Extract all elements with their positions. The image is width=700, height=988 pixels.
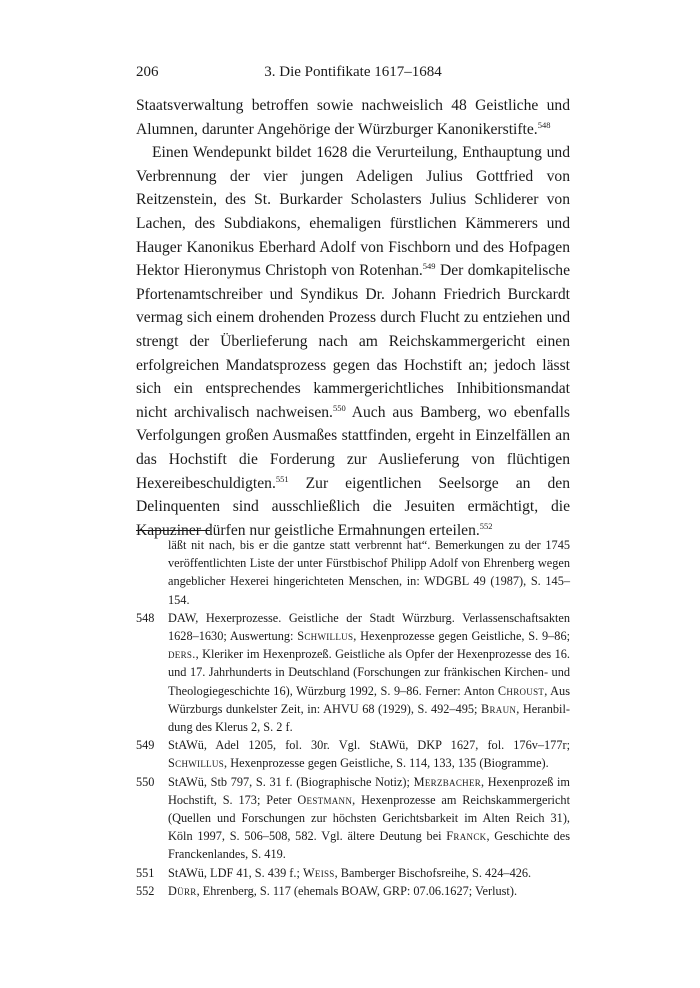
footnote-ref[interactable]: 548 (537, 119, 551, 130)
author-name: Merzbacher (413, 774, 482, 789)
footnote-text: , Aus Würzburgs dunkelster Zeit, in: AHVU 68 (1929), S. 492–495; (168, 683, 570, 716)
footnote-text: , Hexenprozesse gegen Geistliche, S. 114, 133, 135 (Biogramme). (224, 756, 549, 771)
footnote-550 (136, 773, 570, 864)
footnote-ref[interactable]: 552 (479, 520, 493, 531)
footnote-548 (136, 609, 570, 736)
page-header (136, 64, 570, 84)
footnote-text: , Hexenprozesse gegen Geistliche, S. 9–86; (353, 629, 571, 644)
running-title: 3. Die Pontifikate 1617–1684 (264, 64, 442, 80)
footnote-continuation (136, 536, 570, 609)
paragraph-text: Einen Wendepunkt bildet 1628 die Verurteilung, Enthauptung und Verbrennung der vier jungen Adeligen Julius Gottfried von Reitzenstein, des St. Burkarder Scholasters Julius Schliderer von Lachen, des Subdiakons, ehemaligen fürstlichen Kämmerers und Hauger Kanonikus Eberhard Adolf von Fischborn und des Hofpagen Hektor Hieronymus Christoph von Rotenhan. (136, 144, 570, 280)
author-name: Oestmann (297, 792, 353, 807)
footnote-text: , Heranbildung des Klerus 2, S. 2 f. (168, 701, 570, 735)
author-name: ders. (168, 647, 196, 662)
footnote-text: StAWü, Stb 797, S. 31 f. (Biographische Notiz); (168, 774, 414, 789)
author-name: Chroust (497, 683, 545, 698)
footnote-text: , Ehrenberg, S. 117 (ehemals BOAW, GRP: 07.06.1627; Verlust). (196, 883, 518, 898)
footnote-ref[interactable]: 551 (275, 473, 289, 484)
footnote-text: , Hexenprozeß im Hochstift, S. 173; Peter (168, 774, 570, 807)
footnote-549 (136, 736, 570, 772)
author-name: Weiss (302, 865, 335, 880)
footnotes (136, 536, 570, 900)
author-name: Schwillus (168, 756, 225, 771)
footnote-552 (136, 882, 570, 900)
page-number: 206 (136, 64, 159, 80)
footnote-text: , Geschichte des Franckenlandes, S. 419. (168, 829, 570, 862)
footnote-text: , Kleriker im Hexenprozeß. Geistliche als Opfer der Hexenprozesse des 16. und 17. Jahrhunderts in Deutschland (Forschungen zur fränkischen Kirchen- und Theologiegeschichte 16), Würzburg 1992, S. 9–86. Ferner: Anton (168, 647, 570, 698)
paragraph-text: Der domkapitelische Pfortenamtschreiber und Syndikus Dr. Johann Friedrich Burckardt vermag sich einem drohenden Prozess durch Flucht zu entziehen und strengt der Überlieferung nach am Reichskammergericht einen erfolgreichen Mandatsprozess gegen das Hochstift an; jedoch lässt sich ein entsprechendes kammergerichtliches Inhibitionsmandat nicht archivalisch nachweisen. (136, 262, 570, 421)
author-name: Schwillus (297, 629, 354, 644)
author-name: Dürr (168, 883, 197, 898)
paragraph-text: Zur eigentlichen Seelsorge an den Delinquenten sind ausschließlich die Jesuiten ermächtigt, die Kapuziner dürfen nur geistliche Ermahnungen erteilen. (136, 474, 570, 539)
footnote-number: 548 (136, 610, 155, 625)
footnote-ref[interactable]: 549 (422, 260, 436, 271)
paragraph-wendepunkt (136, 141, 570, 542)
footnote-number: 550 (136, 774, 155, 789)
paragraph-text: Staatsverwaltung betroffen sowie nachweislich 48 Geistliche und Alumnen, darunter Angehörige der Würzburger Kanonikerstifte. (136, 97, 570, 138)
author-name: Braun (481, 701, 517, 716)
footnote-text: StAWü, Adel 1205, fol. 30r. Vgl. StAWü, DKP 1627, fol. 176v–177r; (168, 738, 570, 753)
footnote-ref[interactable]: 550 (332, 402, 346, 413)
paragraph-text: Auch aus Bamberg, wo ebenfalls Verfolgungen großen Ausmaßes stattfinden, ergeht in Einzelfällen an das Hochstift die Forderung zur Auslieferung von flüchtigen Hexereibeschuldigten. (136, 403, 571, 492)
footnote-number: 552 (136, 883, 155, 898)
footnote-text: DAW, Hexerprozesse. Geistliche der Stadt Würzburg. Verlassenschaftsakten 1628–1630; Auswertung: (168, 610, 570, 644)
footnote-text: StAWü, LDF 41, S. 439 f.; (168, 865, 303, 880)
footnote-text: , Hexenprozesse am Reichskammergericht (Quellen und Forschungen zur höchsten Gerichtsbarkeit im Alten Reich 31), Köln 1997, S. 506–508, 582. Vgl. ältere Deutung bei (168, 792, 570, 844)
footnote-number: 551 (136, 865, 155, 880)
footnote-text: , Bamberger Bischofsreihe, S. 424–426. (334, 865, 532, 880)
footnote-551 (136, 864, 570, 882)
footnote-separator (136, 530, 210, 531)
footnote-text: läßt nit nach, bis er die gantze statt verbrennt hat“. Bemerkungen zu der 1745 veröffentlichten Liste der unter Fürstbischof Philipp Adolf von Ehrenberg wegen angeblicher Hexerei hingerichteten Menschen, in: WDGBL 49 (1987), S. 145–154. (168, 538, 570, 607)
footnote-number: 549 (136, 738, 155, 753)
paragraph-continued (136, 94, 570, 141)
main-text (136, 94, 570, 542)
author-name: Franck (446, 829, 487, 844)
